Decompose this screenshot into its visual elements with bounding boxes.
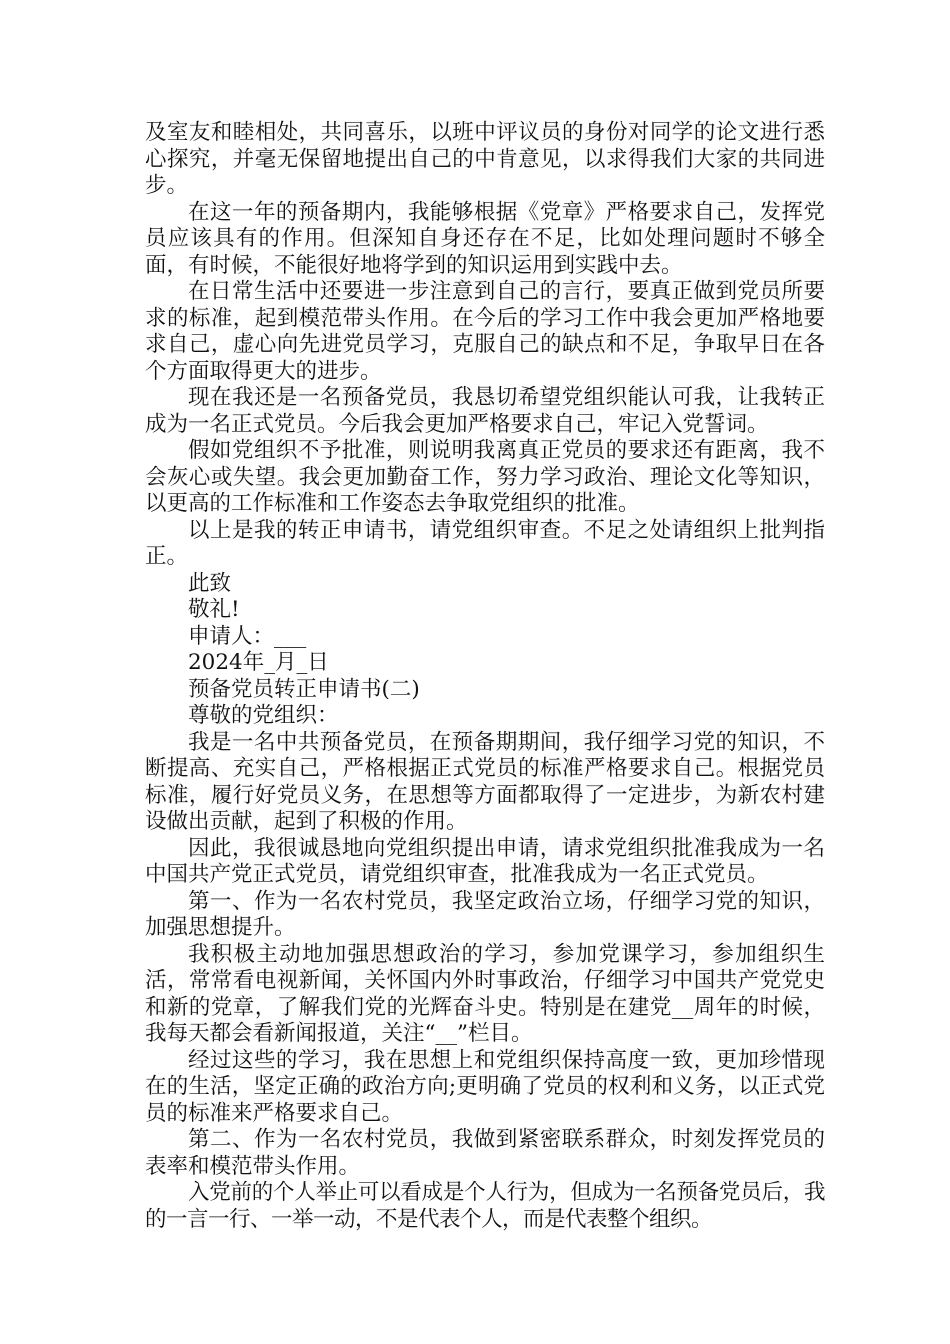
paragraph-18: 第二、作为一名农村党员，我做到紧密联系群众，时刻发挥党员的表率和模范带头作用。	[145, 1127, 825, 1179]
paragraph-13: 我是一名中共预备党员，在预备期期间，我仔细学习党的知识，不断提高、充实自己，严格根据正式党员的标准严格要求自己。根据党员标准，履行好党员义务，在思想等方面都取得了一定进步，为新农村建设做出贡献，起到了积极的作用。	[145, 729, 825, 834]
paragraph-17: 经过这些的学习，我在思想上和党组织保持高度一致，更加珍惜现在的生活，坚定正确的政治方向;更明确了党员的权利和义务，以正式党员的标准来严格要求自己。	[145, 1047, 825, 1126]
paragraph-19: 入党前的个人举止可以看成是个人行为，但成为一名预备党员后，我的一言一行、一举一动，不是代表个人，而是代表整个组织。	[145, 1180, 825, 1232]
closing-respect: 敬礼!	[188, 597, 240, 622]
paragraph-5: 假如党组织不予批准，则说明我离真正党员的要求还有距离，我不会灰心或失望。我会更加勤奋工作，努力学习政治、理论文化等知识，以更高的工作标准和工作姿态去争取党组织的批准。	[145, 438, 825, 516]
date-line: 2024年_月_日	[188, 650, 329, 675]
closing-salutation: 此致	[188, 570, 232, 596]
paragraph-1: 及室友和睦相处，共同喜乐，以班中评议员的身份对同学的论文进行悉心探究，并毫无保留地提出自己的中肯意见，以求得我们大家的共同进步。	[145, 120, 825, 198]
paragraph-6: 以上是我的转正申请书，请党组织审查。不足之处请组织上批判指正。	[145, 517, 825, 569]
paragraph-15: 第一、作为一名农村党员，我坚定政治立场，仔细学习党的知识，加强思想提升。	[145, 888, 825, 940]
paragraph-3: 在日常生活中还要进一步注意到自己的言行，要真正做到党员所要求的标准，起到模范带头作用。在今后的学习工作中我会更加严格地要求自己，虚心向先进党员学习，克服自己的缺点和不足，争取早日在各个方面取得更大的进步。	[145, 279, 825, 384]
greeting: 尊敬的党组织：	[188, 703, 339, 728]
paragraph-16: 我积极主动地加强思想政治的学习，参加党课学习，参加组织生活，常常看电视新闻，关怀国内外时事政治，仔细学习中国共产党党史和新的党章，了解我们党的光辉奋斗史。特别是在建党__周年的时候，我每天都会看新闻报道，关注“__”栏目。	[145, 941, 825, 1046]
paragraph-14: 因此，我很诚恳地向党组织提出申请，请求党组织批准我成为一名中国共产党正式党员，请党组织审查，批准我成为一名正式党员。	[145, 835, 825, 887]
applicant-line: 申请人：___	[188, 623, 307, 649]
paragraph-4: 现在我还是一名预备党员，我恳切希望党组织能认可我，让我转正成为一名正式党员。今后我会更加严格要求自己，牢记入党誓词。	[145, 385, 825, 437]
paragraph-2: 在这一年的预备期内，我能够根据《党章》严格要求自己，发挥党员应该具有的作用。但深知自身还存在不足，比如处理问题时不够全面，有时候，不能很好地将学到的知识运用到实践中去。	[145, 199, 825, 278]
document-page	[145, 120, 825, 1233]
section-title: 预备党员转正申请书(二)	[188, 676, 420, 702]
